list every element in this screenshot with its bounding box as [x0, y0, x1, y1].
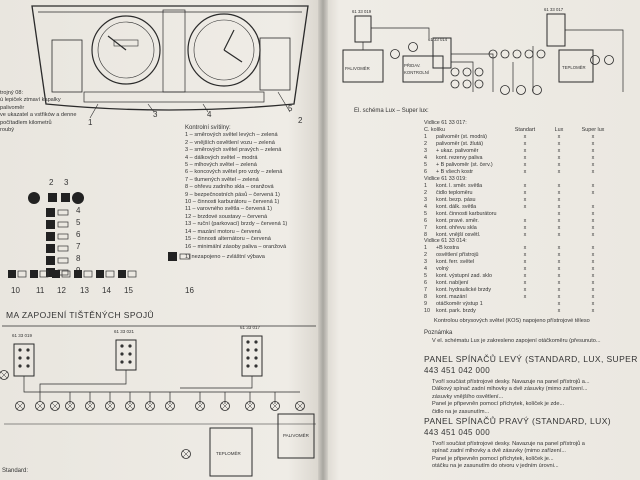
table-row: [424, 287, 610, 294]
table-title: Vidlice 61 33 019:: [424, 176, 467, 182]
cell: kont. dálk. světla: [436, 204, 477, 210]
schema-label: 61 33 019: [12, 333, 33, 338]
cell: +B kostra: [436, 245, 459, 251]
fuel-lamp-icon: [168, 252, 192, 262]
table-row: [424, 218, 610, 225]
cell: x: [557, 266, 561, 272]
lamp-number: 10: [11, 286, 20, 295]
diagram-label: 61 33 017: [544, 7, 564, 12]
cell: x: [557, 225, 561, 231]
control-line: 2 – vnějších osvětlení vozu – zelená: [185, 139, 275, 146]
cell: x: [591, 148, 595, 154]
cell: x: [557, 134, 561, 140]
callout-4: 4: [207, 110, 212, 119]
cell: x: [523, 141, 527, 147]
cell: x: [591, 287, 595, 293]
cell: x: [557, 280, 561, 286]
callout-3: 3: [153, 110, 158, 119]
cell: x: [523, 218, 527, 224]
cell: x: [557, 155, 561, 161]
table-row: [424, 245, 610, 252]
cell: kont. ferr. světel: [436, 259, 475, 265]
cell: 10: [424, 308, 430, 314]
note-line: Kontrolou obrysových světel (KOS) napojeno přístrojové těleso: [434, 318, 590, 324]
cell: x: [523, 273, 527, 279]
lamp-number: 5: [76, 218, 81, 227]
cell: x: [523, 204, 527, 210]
table-row: [424, 252, 610, 259]
cell: [576, 197, 610, 204]
panel-text-line: Tvoří součást přístrojové desky. Navazuje na panel přístrojů a: [432, 441, 585, 447]
side-note: roubý: [0, 127, 14, 134]
cell: x: [591, 134, 595, 140]
diagram-box-label: PŘIDAV. KONTROLNÍ: [404, 63, 430, 76]
panel-text-line: Dálkový spínač zadní mlhovky a dvě zásuvky (mimo zařízení...: [432, 386, 588, 393]
cell: x: [557, 204, 561, 210]
cell: kont. bezp. pásu: [436, 197, 476, 203]
cell: x: [523, 280, 527, 286]
cell: palivoměr (st. žlutá): [436, 141, 484, 147]
control-line: 16 – minimální zásoby paliva – oranžová: [185, 243, 287, 250]
cell: 1: [424, 134, 427, 140]
table-row: [424, 155, 610, 162]
cell: 4: [424, 266, 427, 272]
table-title: Vidlice 61 33 014:: [424, 238, 467, 244]
diagram-box-label: TEPLOMĚR: [562, 65, 586, 70]
cell: x: [591, 280, 595, 286]
table-row: [424, 225, 610, 232]
cell: kont. pravé. směr.: [436, 218, 479, 224]
panel-text-line: spínač zadní mlhovky a dvě zásuvky (mimo zařízení...: [432, 448, 566, 455]
cell: x: [523, 190, 527, 196]
cell: x: [591, 204, 595, 210]
cell: x: [557, 301, 561, 307]
schema-label: 61 33 021: [114, 329, 135, 334]
cell: + B všech kostr: [436, 169, 474, 175]
schema-heading: MA ZAPOJENÍ TIŠTĚNÝCH SPOJŮ: [6, 310, 155, 320]
cell: x: [523, 259, 527, 265]
book-gutter: [318, 0, 328, 480]
table-title: Vidlice 61 33 017:: [424, 120, 467, 126]
panel-text-line: čidlo na je zasunutím...: [432, 408, 490, 415]
diagram-box-label: PALIVOMĚR: [345, 66, 370, 71]
control-lamps-list: [185, 125, 287, 261]
lamp-number: 8: [76, 254, 81, 263]
pin-table-019: [424, 176, 610, 239]
lamp-number: 14: [102, 286, 111, 295]
table-head-cell: Standart: [514, 127, 536, 133]
cell: x: [591, 245, 595, 251]
cell: x: [557, 162, 561, 168]
side-note: trojný 08:: [0, 90, 24, 96]
table-row: [424, 273, 610, 280]
diagram-label: 61 33 019: [352, 9, 372, 14]
table-head-cell: Č. kolíku: [424, 127, 445, 133]
control-line: 8 – ohřevu zadního skla – oranžová: [185, 184, 274, 191]
cell: x: [523, 294, 527, 300]
table-row: [424, 148, 610, 155]
cell: 7: [424, 287, 427, 293]
control-line: 4 – dálkových světel – modrá: [185, 154, 258, 161]
cell: x: [557, 259, 561, 265]
panel-text-line: otáčku na je zasunutím do otvoru v jedním úrovni...: [432, 463, 559, 470]
cell: 4: [424, 155, 427, 161]
table-row: [424, 259, 610, 266]
cell: kont. hydraulické brzdy: [436, 287, 492, 293]
cell: x: [557, 197, 561, 203]
table-row: [424, 211, 610, 218]
cell: [508, 211, 542, 218]
cell: 2: [424, 190, 427, 196]
cell: x: [523, 252, 527, 258]
cell: kont. výstupní zad. sklo: [436, 273, 493, 279]
control-line: 7 – tlumených světel – zelená: [185, 176, 259, 183]
schema-caption: Standard:: [2, 468, 29, 474]
cell: x: [523, 197, 527, 203]
cell: x: [557, 287, 561, 293]
panel-text-line: Tvoří součást přístrojové desky. Navazuje na panel přístrojů a...: [432, 379, 590, 385]
lamp-number: 3: [64, 178, 69, 187]
schema-box-label: TEPLOMĚR: [216, 451, 241, 456]
cell: 8: [424, 232, 427, 238]
control-line: 14 – mazání motoru – červená: [185, 228, 261, 235]
cell: volný: [436, 266, 449, 272]
cell: x: [591, 155, 595, 161]
cell: x: [523, 134, 527, 140]
cell: otáčkoměr výstup 1: [436, 301, 483, 307]
control-line: 10 – činnosti karburátoru – červená 1): [185, 199, 280, 206]
side-note: počítadlem kilometrů: [0, 119, 52, 126]
table-row: [424, 294, 610, 301]
pin-table-014: [424, 238, 610, 315]
cell: x: [523, 183, 527, 189]
lamp-number: 13: [80, 286, 89, 295]
panel-left-heading: PANEL SPÍNAČŮ LEVÝ (STANDARD, LUX, SUPER: [424, 354, 638, 364]
pin-table-017: [424, 120, 610, 176]
panel-right-heading: PANEL SPÍNAČŮ PRAVÝ (STANDARD, LUX): [424, 416, 612, 426]
callout-2: 2: [298, 116, 303, 125]
lamp-number: 6: [76, 230, 81, 239]
cell: x: [591, 211, 595, 217]
control-line: 9 – bezpečnostních pásů – červená 1): [185, 191, 280, 198]
cell: 4: [424, 204, 427, 210]
cell: čidlo teploměru: [436, 190, 473, 196]
side-note: palivoměr: [0, 104, 25, 111]
table-row: [424, 204, 610, 211]
cell: kont. mazání: [436, 294, 467, 300]
table-head-cell: Lux: [554, 127, 564, 133]
table-row: [424, 169, 610, 176]
panel-left-code: 443 451 042 000: [424, 366, 491, 375]
cell: [508, 301, 542, 308]
table-row: [424, 141, 610, 148]
cell: x: [591, 183, 595, 189]
cell: 8: [424, 294, 427, 300]
control-line: 12 – brzdové soustavy – červená: [185, 213, 268, 220]
lamp-number: 7: [76, 242, 81, 251]
schema-label: 61 33 017: [240, 325, 261, 330]
side-notes: [0, 90, 77, 134]
callout-5: 5: [288, 104, 293, 113]
diagram-label: 61 33 014: [428, 37, 448, 42]
cell: x: [523, 155, 527, 161]
cell: x: [557, 232, 561, 238]
lamp-number: 16: [185, 286, 194, 295]
cell: x: [591, 308, 595, 314]
cell: kont. l. směr. světla: [436, 183, 483, 189]
cell: kont. vnější osvětl.: [436, 232, 481, 238]
panel-right-text: [432, 441, 585, 471]
cell: 6: [424, 169, 427, 175]
cell: 1: [424, 183, 427, 189]
schema-box-label: PALIVOMĚR: [283, 433, 309, 438]
table-row: [424, 197, 610, 204]
cell: 2: [424, 252, 427, 258]
footnote: 1) nezapojeno – zvláštní výbava: [185, 253, 265, 260]
panel-text-line: zásuvky vnějšího osvětlení...: [432, 393, 504, 400]
cell: 1: [424, 245, 427, 251]
cell: kont. park. brzdy: [436, 308, 476, 314]
cell: kont. činnosti karburátoru: [436, 211, 497, 217]
panel-right-code: 443 451 045 000: [424, 428, 491, 437]
side-note: ve ukazatel a vstřików a denne: [0, 112, 77, 119]
cell: x: [523, 169, 527, 175]
cell: 5: [424, 162, 427, 168]
cell: x: [523, 225, 527, 231]
cell: x: [523, 148, 527, 154]
cell: x: [591, 225, 595, 231]
cell: x: [591, 252, 595, 258]
table-head-cell: Super lux: [581, 127, 605, 133]
panel-text-line: Panel je připevněn pomocí příchytek, kolíček je zde...: [432, 401, 565, 408]
cell: 7: [424, 225, 427, 231]
cell: x: [591, 294, 595, 300]
cell: x: [557, 190, 561, 196]
table-row: [424, 266, 610, 273]
control-line: 15 – činnosti alternátoru – červená: [185, 236, 271, 243]
callout-1: 1: [88, 118, 93, 127]
cell: x: [591, 218, 595, 224]
side-note: ú lepiček ztmaví kapalky: [0, 97, 61, 104]
cell: x: [591, 301, 595, 307]
table-row: [424, 183, 610, 190]
panel-text-line: Panel je připevněn pomocí příchytek, kolíček je...: [432, 455, 554, 462]
control-line: 6 – koncových světel pro vzdy – zelená: [185, 169, 283, 176]
diagram-caption: El. schéma Lux – Super lux:: [354, 108, 429, 114]
cell: x: [557, 211, 561, 217]
cell: x: [523, 245, 527, 251]
table-row: [424, 301, 610, 308]
cell: x: [591, 232, 595, 238]
table-row: [424, 162, 610, 169]
cell: osvětlení přístrojů: [436, 252, 479, 258]
cell: 5: [424, 211, 427, 217]
cell: x: [591, 259, 595, 265]
wiring-schema-left: [0, 322, 318, 480]
cell: x: [557, 308, 561, 314]
cell: x: [591, 266, 595, 272]
cell: 6: [424, 218, 427, 224]
cell: x: [557, 218, 561, 224]
cell: palivoměr (st. modrá): [436, 134, 487, 140]
table-header: [424, 127, 610, 134]
control-line: 1 – směrových světel levých – zelená: [185, 132, 278, 139]
cell: x: [557, 169, 561, 175]
control-heading: Kontrolní svítilny:: [185, 125, 231, 131]
cell: x: [557, 183, 561, 189]
cell: 3: [424, 148, 427, 154]
lamp-number: 12: [57, 286, 66, 295]
control-line: 13 – ruční (parkovací) brzdy – červená 1): [185, 221, 288, 228]
cell: + ukaz. palivoměr: [436, 148, 479, 154]
cell: x: [523, 162, 527, 168]
cell: 3: [424, 197, 427, 203]
cell: x: [557, 252, 561, 258]
cell: [508, 308, 542, 315]
cell: x: [557, 294, 561, 300]
note-body: V el. schématu Lux je zakresleno zapojení otáčkoměru (přesunuto...: [432, 338, 601, 344]
lamp-number: 11: [36, 286, 45, 295]
cell: 6: [424, 280, 427, 286]
cell: x: [523, 266, 527, 272]
cell: x: [591, 190, 595, 196]
cell: kont. rezervy paliva: [436, 155, 483, 161]
table-row: [424, 308, 610, 315]
cell: 9: [424, 301, 427, 307]
table-row: [424, 134, 610, 141]
panel-left-text: [432, 379, 590, 416]
cell: x: [557, 141, 561, 147]
lamp-row-illustration: [8, 266, 138, 282]
cell: x: [557, 273, 561, 279]
cell: x: [591, 169, 595, 175]
note-label: Poznámka: [424, 330, 453, 336]
cell: 5: [424, 273, 427, 279]
cell: x: [523, 287, 527, 293]
table-row: [424, 190, 610, 197]
cell: x: [591, 141, 595, 147]
lamp-number: 2: [49, 178, 54, 187]
control-line: 3 – směrových světel pravých – zelená: [185, 147, 282, 154]
cell: x: [591, 162, 595, 168]
cell: + B palivoměr (st. červ.): [436, 162, 493, 168]
cell: x: [591, 273, 595, 279]
cell: x: [523, 232, 527, 238]
cell: kont. ohřevu skla: [436, 225, 477, 231]
control-line: 5 – mlhových světel – zelená: [185, 162, 257, 169]
cell: kont. nabíjení: [436, 280, 469, 286]
cell: x: [557, 245, 561, 251]
wiring-schema-right: [333, 2, 633, 110]
cell: 2: [424, 141, 427, 147]
cell: 3: [424, 259, 427, 265]
cell: x: [557, 148, 561, 154]
lamp-number: 15: [124, 286, 133, 295]
control-line: 11 – varovného světla – červená 1): [185, 206, 272, 213]
table-row: [424, 280, 610, 287]
lamp-number: 4: [76, 206, 81, 215]
